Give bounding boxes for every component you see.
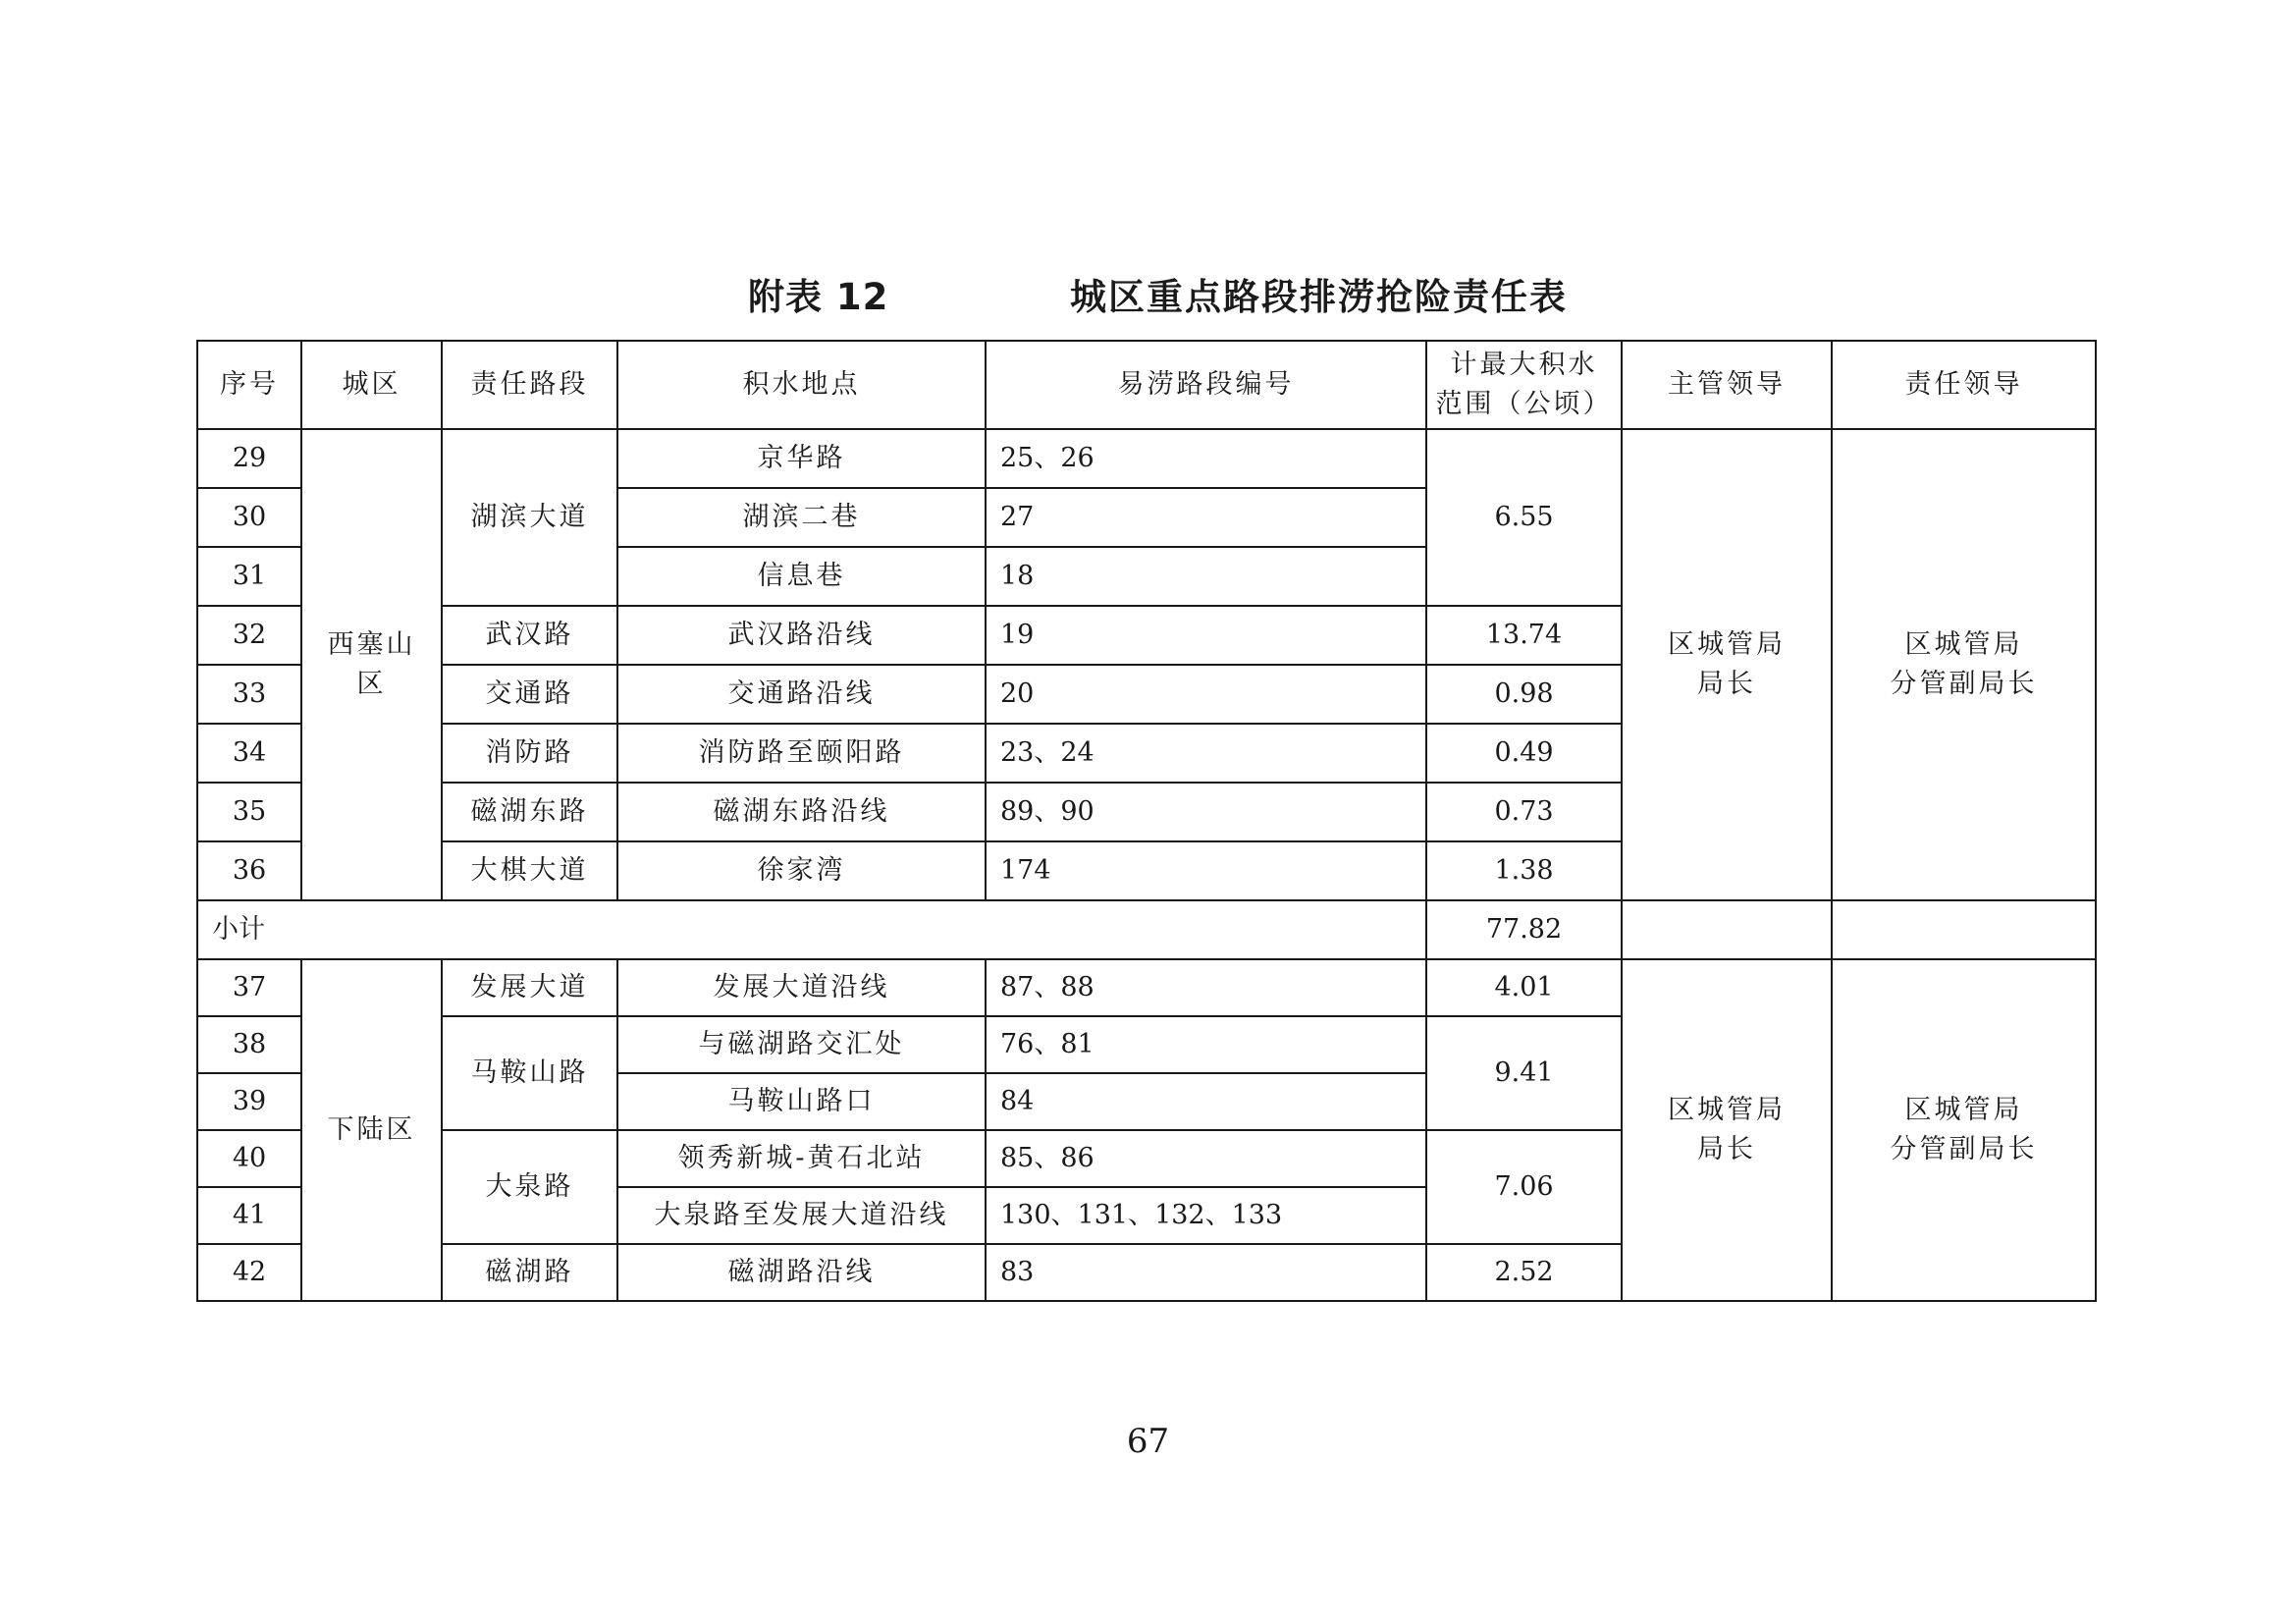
subtotal-label: 小计 (197, 900, 1426, 959)
cell-seq: 40 (197, 1130, 301, 1187)
cell-location: 徐家湾 (617, 841, 986, 900)
cell-area: 0.49 (1426, 724, 1622, 783)
cell-location: 武汉路沿线 (617, 606, 986, 665)
cell-seq: 30 (197, 488, 301, 547)
header-location: 积水地点 (617, 341, 986, 429)
cell-area: 4.01 (1426, 959, 1622, 1016)
cell-location: 信息巷 (617, 547, 986, 606)
cell-supervisor (1622, 429, 1832, 900)
cell-location: 磁湖东路沿线 (617, 783, 986, 841)
cell-road: 大棋大道 (442, 841, 617, 900)
cell-responsible (1832, 959, 2096, 1301)
cell-road: 磁湖路 (442, 1244, 617, 1301)
subtotal-responsible (1832, 900, 2096, 959)
cell-location: 交通路沿线 (617, 665, 986, 724)
cell-segment-no: 27 (986, 488, 1426, 547)
responsibility-table (196, 340, 2097, 1302)
responsible-line1: 区城管局 (1904, 628, 2023, 660)
cell-district (301, 429, 442, 900)
cell-seq: 31 (197, 547, 301, 606)
cell-location: 大泉路至发展大道沿线 (617, 1187, 986, 1244)
header-supervisor: 主管领导 (1622, 341, 1832, 429)
responsible-line2: 分管副局长 (1890, 669, 2038, 699)
cell-supervisor (1622, 959, 1832, 1301)
supervisor-line2: 局长 (1697, 669, 1756, 699)
header-area-line2: 范围（公顷） (1435, 389, 1613, 419)
table-title (0, 267, 2296, 326)
subtotal-row (197, 900, 2096, 959)
cell-segment-no: 20 (986, 665, 1426, 724)
cell-location: 发展大道沿线 (617, 959, 986, 1016)
subtotal-area: 77.82 (1426, 900, 1622, 959)
cell-road: 武汉路 (442, 606, 617, 665)
cell-location: 湖滨二巷 (617, 488, 986, 547)
header-segment-no: 易涝路段编号 (986, 341, 1426, 429)
subtotal-supervisor (1622, 900, 1832, 959)
cell-seq: 29 (197, 429, 301, 488)
cell-area: 1.38 (1426, 841, 1622, 900)
cell-area: 13.74 (1426, 606, 1622, 665)
cell-segment-no: 76、81 (986, 1016, 1426, 1073)
cell-seq: 36 (197, 841, 301, 900)
cell-responsible (1832, 429, 2096, 900)
cell-location: 马鞍山路口 (617, 1073, 986, 1130)
cell-segment-no: 23、24 (986, 724, 1426, 783)
cell-segment-no: 18 (986, 547, 1426, 606)
page-number: 67 (1126, 1422, 1170, 1461)
table-row (197, 959, 2096, 1016)
cell-seq: 41 (197, 1187, 301, 1244)
table-row (197, 429, 2096, 488)
cell-area: 6.55 (1426, 429, 1622, 606)
cell-segment-no: 19 (986, 606, 1426, 665)
cell-segment-no: 87、88 (986, 959, 1426, 1016)
cell-seq: 33 (197, 665, 301, 724)
cell-segment-no: 25、26 (986, 429, 1426, 488)
header-road: 责任路段 (442, 341, 617, 429)
cell-seq: 32 (197, 606, 301, 665)
cell-road: 消防路 (442, 724, 617, 783)
cell-seq: 37 (197, 959, 301, 1016)
cell-segment-no: 130、131、132、133 (986, 1187, 1426, 1244)
table-name: 城区重点路段排涝抢险责任表 (1070, 276, 1568, 318)
cell-road: 马鞍山路 (442, 1016, 617, 1130)
responsible-line2: 分管副局长 (1890, 1134, 2038, 1164)
appendix-number: 附表 12 (748, 276, 889, 318)
district-line1: 西塞山 (327, 628, 416, 660)
header-area (1426, 341, 1622, 429)
cell-area: 7.06 (1426, 1130, 1622, 1244)
header-district: 城区 (301, 341, 442, 429)
header-area-line1: 计最大积水 (1450, 349, 1598, 380)
supervisor-line1: 区城管局 (1668, 628, 1786, 660)
header-responsible: 责任领导 (1832, 341, 2096, 429)
supervisor-line2: 局长 (1697, 1134, 1756, 1164)
header-row (197, 341, 2096, 429)
cell-area: 2.52 (1426, 1244, 1622, 1301)
cell-area: 0.98 (1426, 665, 1622, 724)
cell-segment-no: 89、90 (986, 783, 1426, 841)
cell-segment-no: 85、86 (986, 1130, 1426, 1187)
cell-seq: 35 (197, 783, 301, 841)
cell-location: 磁湖路沿线 (617, 1244, 986, 1301)
responsible-line1: 区城管局 (1904, 1094, 2023, 1125)
cell-segment-no: 84 (986, 1073, 1426, 1130)
district-line2: 区 (356, 669, 387, 699)
cell-seq: 42 (197, 1244, 301, 1301)
cell-district: 下陆区 (301, 959, 442, 1301)
cell-location: 与磁湖路交汇处 (617, 1016, 986, 1073)
cell-location: 消防路至颐阳路 (617, 724, 986, 783)
cell-road: 湖滨大道 (442, 429, 617, 606)
supervisor-line1: 区城管局 (1668, 1094, 1786, 1125)
cell-area: 9.41 (1426, 1016, 1622, 1130)
header-seq: 序号 (197, 341, 301, 429)
cell-road: 磁湖东路 (442, 783, 617, 841)
cell-location: 领秀新城-黄石北站 (617, 1130, 986, 1187)
cell-seq: 38 (197, 1016, 301, 1073)
cell-area: 0.73 (1426, 783, 1622, 841)
cell-segment-no: 174 (986, 841, 1426, 900)
cell-road: 大泉路 (442, 1130, 617, 1244)
cell-seq: 34 (197, 724, 301, 783)
cell-segment-no: 83 (986, 1244, 1426, 1301)
cell-location: 京华路 (617, 429, 986, 488)
cell-seq: 39 (197, 1073, 301, 1130)
cell-road: 交通路 (442, 665, 617, 724)
cell-road: 发展大道 (442, 959, 617, 1016)
